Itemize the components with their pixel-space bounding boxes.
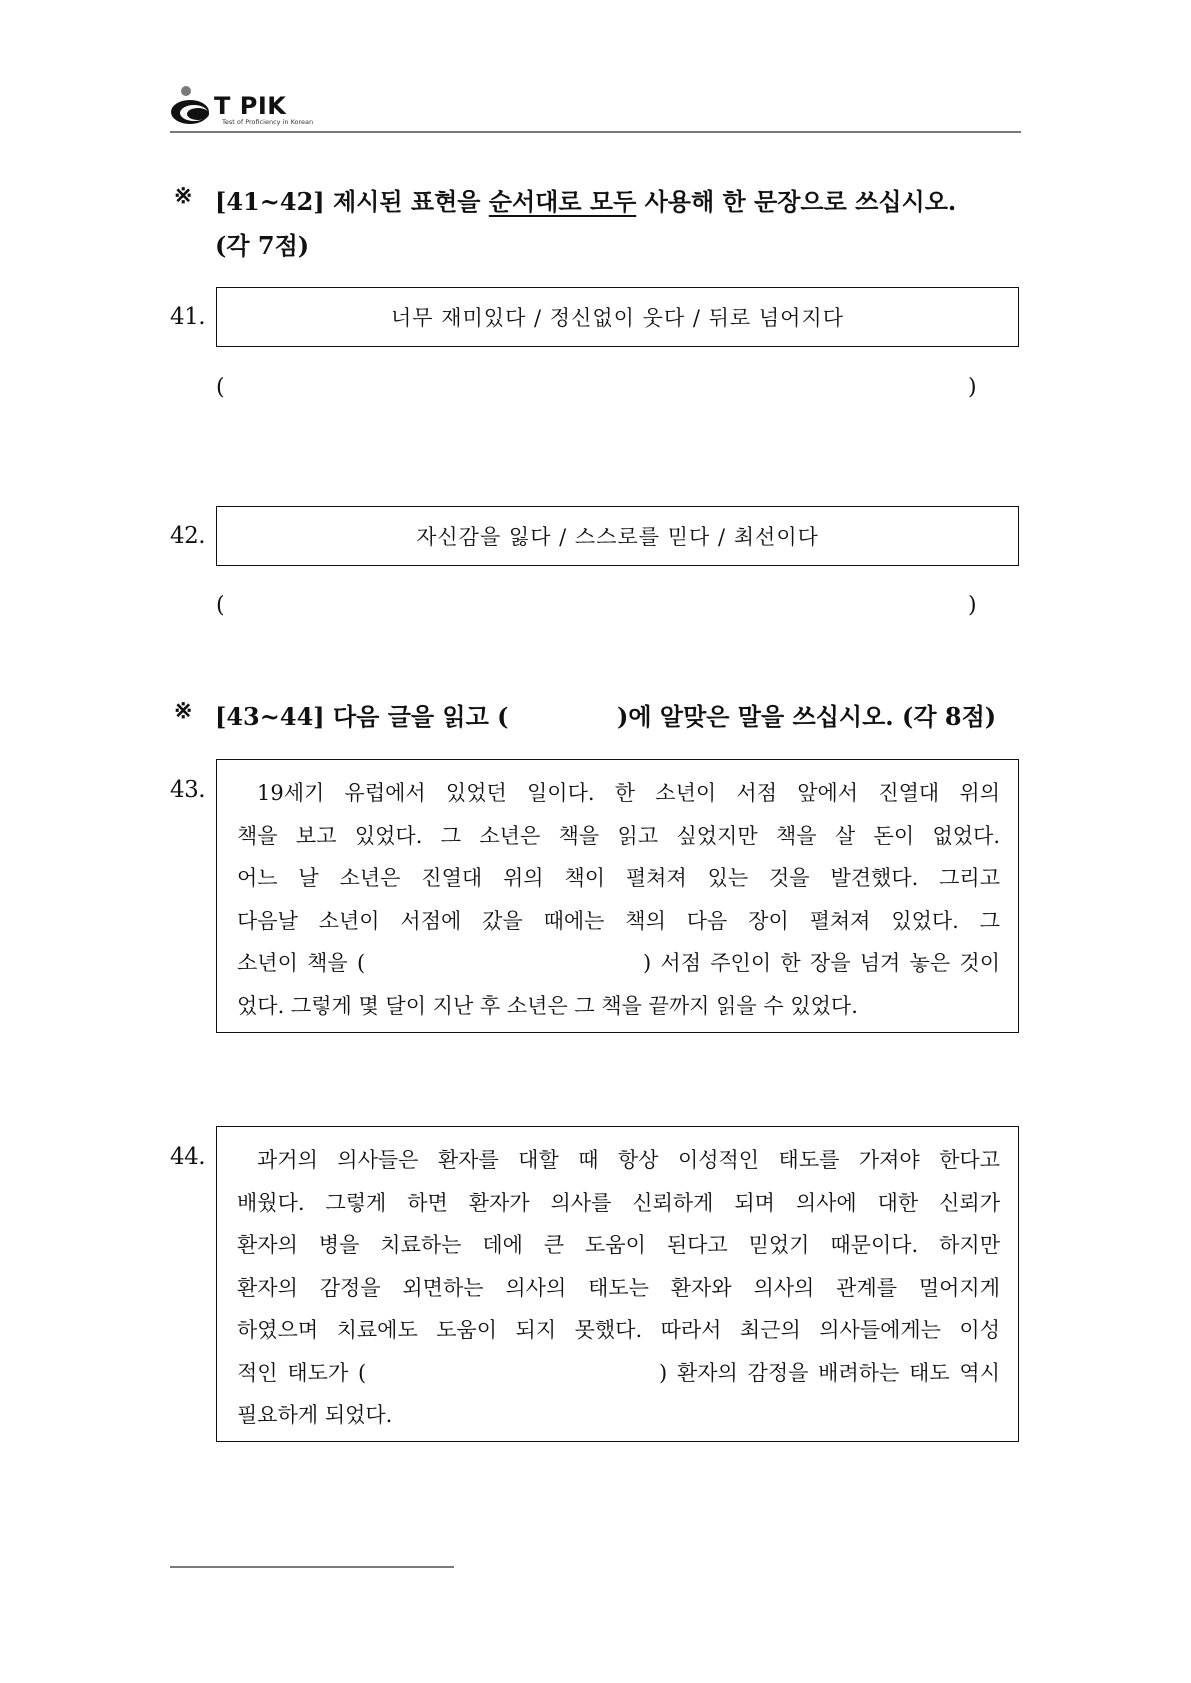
passage-line: 필요하게 되었다. bbox=[237, 1403, 393, 1427]
question-number-44: 44. bbox=[170, 1144, 206, 1170]
passage-line: 과거의 의사들은 환자를 대할 때 항상 이성적인 태도를 가져야 한다고 bbox=[257, 1148, 1000, 1172]
q43-passage-box bbox=[216, 759, 1019, 1033]
q41-prompt-box bbox=[216, 287, 1019, 347]
reference-mark: ※ bbox=[174, 698, 193, 724]
section1-points: (각 7점) bbox=[215, 231, 310, 260]
passage-line: 어느 날 소년은 진열대 위의 책이 펼쳐져 있는 것을 발견했다. 그리고 bbox=[237, 866, 1000, 890]
question-number-41: 41. bbox=[170, 304, 206, 330]
logo-text: T PIK bbox=[214, 92, 287, 120]
topik-logo-mark-icon bbox=[170, 86, 214, 126]
q41-answer-open-paren: ( bbox=[216, 375, 225, 400]
passage-line: 다음날 소년이 서점에 갔을 때에는 책의 다음 장이 펼쳐져 있었다. 그 bbox=[237, 908, 1000, 933]
logo-subtitle: Test of Proficiency in Korean bbox=[222, 118, 314, 126]
passage-line: 책을 보고 있었다. 그 소년은 책을 읽고 싶었지만 책을 살 돈이 없었다. bbox=[237, 823, 1000, 848]
topik-logo bbox=[170, 76, 320, 128]
section2-instruction-part1: [43~44] 다음 글을 읽고 ( bbox=[215, 702, 509, 731]
header-divider bbox=[170, 131, 1021, 133]
q41-prompt-text: 너무 재미있다 / 정신없이 웃다 / 뒤로 넘어지다 bbox=[390, 306, 845, 330]
q42-answer-close-paren: ) bbox=[968, 593, 977, 618]
passage-line: 환자의 감정을 외면하는 의사의 태도는 환자와 의사의 관계를 멀어지게 bbox=[237, 1275, 1000, 1300]
question-number-42: 42. bbox=[170, 523, 206, 549]
q42-prompt-text: 자신감을 잃다 / 스스로를 믿다 / 최선이다 bbox=[416, 525, 819, 549]
question-number-43: 43. bbox=[170, 777, 206, 803]
passage-line: 19세기 유럽에서 있었던 일이다. 한 소년이 서점 앞에서 진열대 위의 bbox=[257, 781, 1000, 805]
q44-passage-box bbox=[216, 1126, 1019, 1442]
passage-line: 환자의 병을 치료하는 데에 큰 도움이 된다고 믿었기 때문이다. 하지만 bbox=[237, 1233, 1000, 1257]
q42-answer-blank[interactable] bbox=[240, 590, 960, 622]
section1-instruction bbox=[215, 182, 956, 217]
passage-line: 배웠다. 그렇게 하면 환자가 의사를 신뢰하게 되며 의사에 대한 신뢰가 bbox=[237, 1190, 1000, 1215]
instruction-text: [41~42] 제시된 표현을 bbox=[215, 187, 489, 216]
reference-mark: ※ bbox=[174, 183, 193, 209]
passage-line-with-blank: 적인 태도가 ( ) 환자의 감정을 배려하는 태도 역시 bbox=[237, 1360, 1000, 1385]
footer-divider bbox=[170, 1566, 454, 1568]
passage-line: 하였으며 치료에도 도움이 되지 못했다. 따라서 최근의 의사들에게는 이성 bbox=[237, 1318, 1000, 1342]
q42-answer-open-paren: ( bbox=[216, 593, 225, 618]
passage-line-with-blank: 소년이 책을 ( ) 서점 주인이 한 장을 넘겨 놓은 것이 bbox=[237, 951, 1000, 975]
q41-answer-close-paren: ) bbox=[968, 375, 977, 400]
passage-line: 었다. 그렇게 몇 달이 지난 후 소년은 그 책을 끝까지 읽을 수 있었다. bbox=[237, 993, 858, 1018]
instruction-underlined-text: 순서대로 모두 bbox=[488, 187, 637, 216]
section2-instruction-part2: )에 알맞은 말을 쓰십시오. (각 8점) bbox=[617, 702, 997, 731]
instruction-text: 사용해 한 문장으로 쓰십시오. bbox=[636, 187, 957, 216]
q41-answer-blank[interactable] bbox=[240, 372, 960, 404]
q42-prompt-box bbox=[216, 506, 1019, 566]
